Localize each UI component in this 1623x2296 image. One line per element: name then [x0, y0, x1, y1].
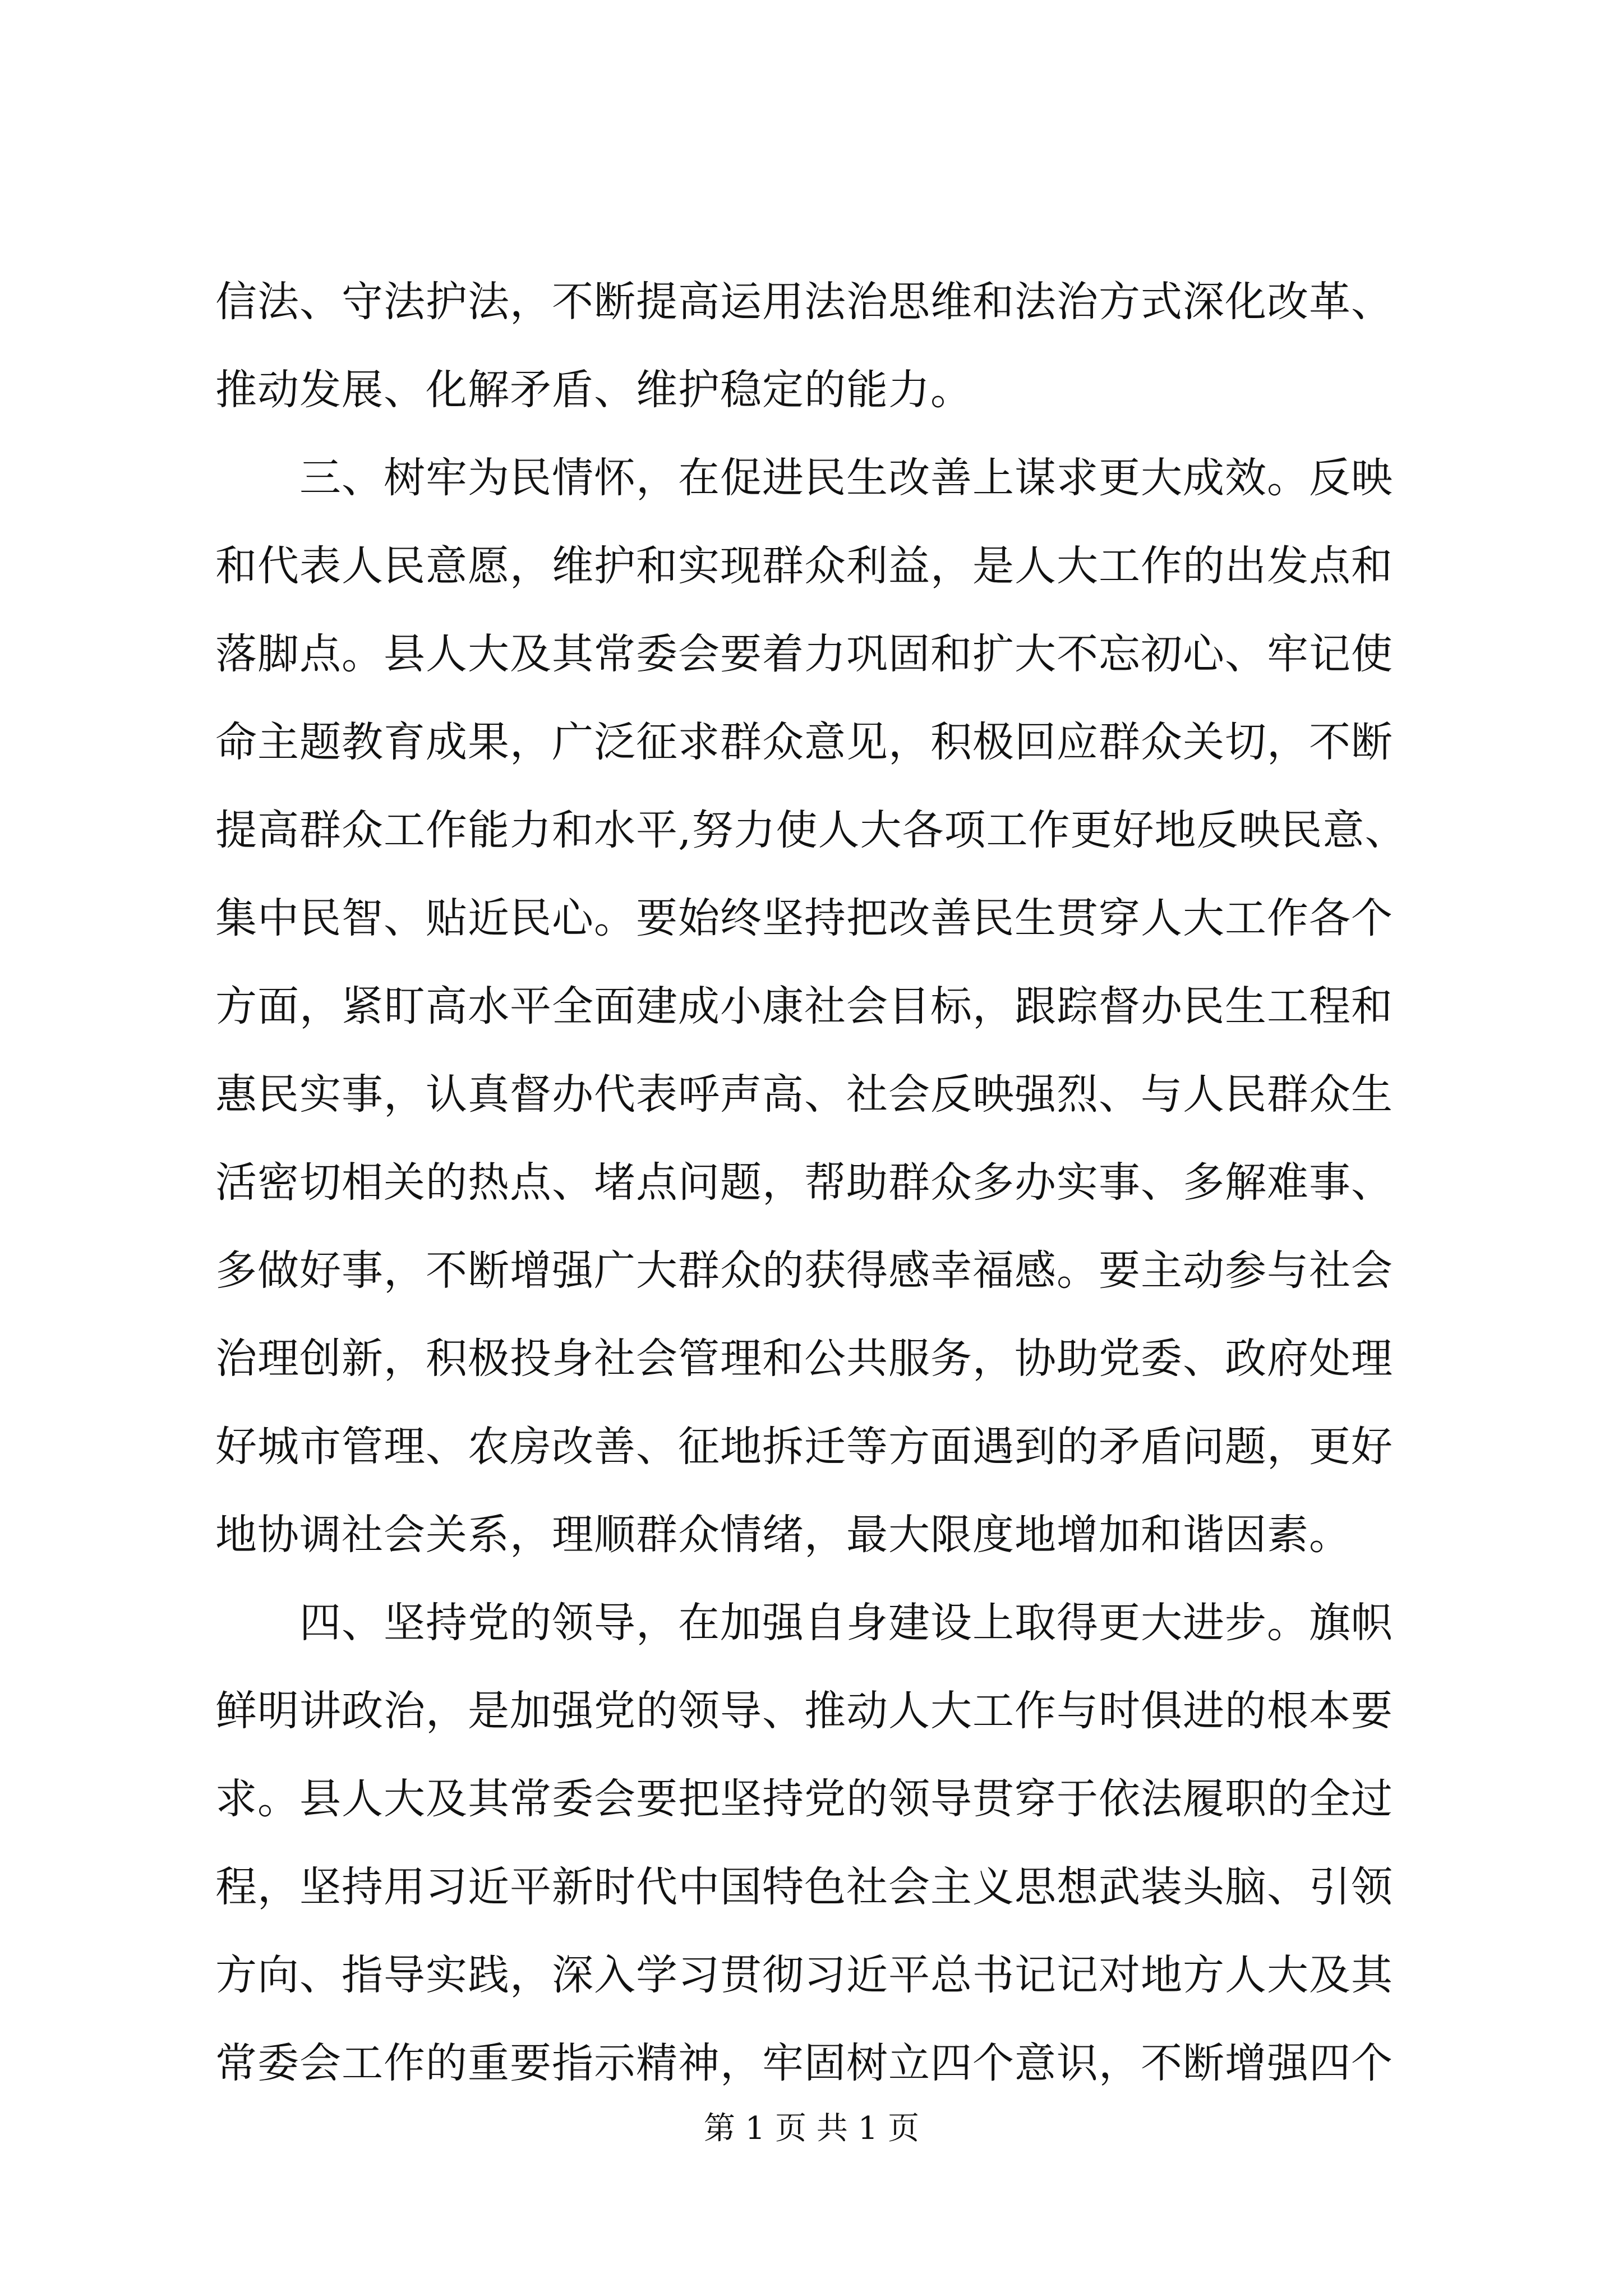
text-line: 落脚点。县人大及其常委会要着力巩固和扩大不忘初心、牢记使	[215, 630, 1393, 678]
page-footer: 第 1 页 共 1 页	[703, 2110, 920, 2147]
text-line: 活密切相关的热点、堵点问题，帮助群众多办实事、多解难事、	[215, 1158, 1393, 1207]
text-line: 三、树牢为民情怀，在促进民生改善上谋求更大成效。反映	[215, 454, 1393, 502]
text-line: 集中民智、贴近民心。要始终坚持把改善民生贯穿人大工作各个	[215, 894, 1393, 942]
text-line: 方向、指导实践，深入学习贯彻习近平总书记记对地方人大及其	[215, 1951, 1393, 1999]
text-line: 鲜明讲政治，是加强党的领导、推动人大工作与时俱进的根本要	[215, 1687, 1393, 1735]
text-line: 和代表人民意愿，维护和实现群众利益，是人大工作的出发点和	[215, 542, 1393, 590]
text-line: 好城市管理、农房改善、征地拆迁等方面遇到的矛盾问题，更好	[215, 1423, 1393, 1471]
text-line: 命主题教育成果，广泛征求群众意见，积极回应群众关切，不断	[215, 718, 1393, 766]
text-line: 四、坚持党的领导，在加强自身建设上取得更大进步。旗帜	[215, 1599, 1393, 1647]
text-line: 信法、守法护法，不断提高运用法治思维和法治方式深化改革、	[215, 278, 1393, 326]
text-line: 常委会工作的重要指示精神，牢固树立四个意识，不断增强四个	[215, 2039, 1393, 2087]
text-line: 多做好事，不断增强广大群众的获得感幸福感。要主动参与社会	[215, 1246, 1393, 1295]
text-line: 方面，紧盯高水平全面建成小康社会目标，跟踪督办民生工程和	[215, 982, 1393, 1030]
text-line: 推动发展、化解矛盾、维护稳定的能力。	[215, 366, 972, 414]
text-line: 治理创新，积极投身社会管理和公共服务，协助党委、政府处理	[215, 1335, 1393, 1383]
text-line: 惠民实事，认真督办代表呼声高、社会反映强烈、与人民群众生	[215, 1070, 1393, 1119]
text-line: 求。县人大及其常委会要把坚持党的领导贯穿于依法履职的全过	[215, 1775, 1393, 1823]
text-line: 程，坚持用习近平新时代中国特色社会主义思想武装头脑、引领	[215, 1863, 1393, 1911]
text-line: 提高群众工作能力和水平,努力使人大各项工作更好地反映民意、	[215, 806, 1407, 854]
body-text	[215, 258, 1415, 2108]
text-line: 地协调社会关系，理顺群众情绪，最大限度地增加和谐因素。	[215, 1511, 1351, 1559]
